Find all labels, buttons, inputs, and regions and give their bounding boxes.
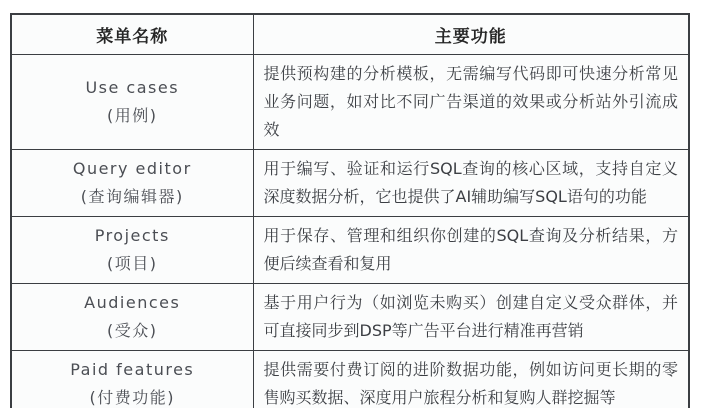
menu-name-english: Paid features bbox=[70, 359, 195, 379]
table-row bbox=[11, 216, 689, 283]
menu-name-chinese: (付费功能) bbox=[89, 387, 175, 407]
menu-name-english: Use cases bbox=[85, 77, 180, 97]
menu-name-chinese: (用例) bbox=[107, 105, 158, 125]
menu-functions-table bbox=[10, 13, 690, 408]
table-row bbox=[11, 283, 689, 350]
menu-description-cell: 提供需要付费订阅的进阶数据功能，例如访问更长期的零售购买数据、深度用户旅程分析和复购人群挖掘等 bbox=[253, 350, 689, 408]
menu-name-cell bbox=[11, 216, 253, 283]
menu-name-english: Audiences bbox=[84, 292, 181, 312]
menu-name-chinese: (查询编辑器) bbox=[80, 186, 184, 206]
menu-description-cell: 提供预构建的分析模板，无需编写代码即可快速分析常见业务问题，如对比不同广告渠道的效果或分析站外引流成效 bbox=[253, 54, 689, 149]
menu-name-english: Projects bbox=[94, 225, 170, 245]
column-header-main-function: 主要功能 bbox=[253, 14, 689, 54]
table-row bbox=[11, 149, 689, 216]
menu-name-cell bbox=[11, 283, 253, 350]
menu-description-cell: 用于编写、验证和运行SQL查询的核心区域，支持自定义深度数据分析，它也提供了AI辅助编写SQL语句的功能 bbox=[253, 149, 689, 216]
menu-name-cell bbox=[11, 149, 253, 216]
menu-name-english: Query editor bbox=[72, 158, 192, 178]
table-row bbox=[11, 54, 689, 149]
column-header-menu-name: 菜单名称 bbox=[11, 14, 253, 54]
menu-description-cell: 基于用户行为（如浏览未购买）创建自定义受众群体，并可直接同步到DSP等广告平台进行精准再营销 bbox=[253, 283, 689, 350]
table-row bbox=[11, 350, 689, 408]
menu-description-cell: 用于保存、管理和组织你创建的SQL查询及分析结果，方便后续查看和复用 bbox=[253, 216, 689, 283]
menu-name-cell bbox=[11, 350, 253, 408]
menu-name-cell bbox=[11, 54, 253, 149]
table-header-row bbox=[11, 14, 689, 54]
menu-name-chinese: (项目) bbox=[107, 253, 158, 273]
menu-name-chinese: (受众) bbox=[107, 320, 158, 340]
